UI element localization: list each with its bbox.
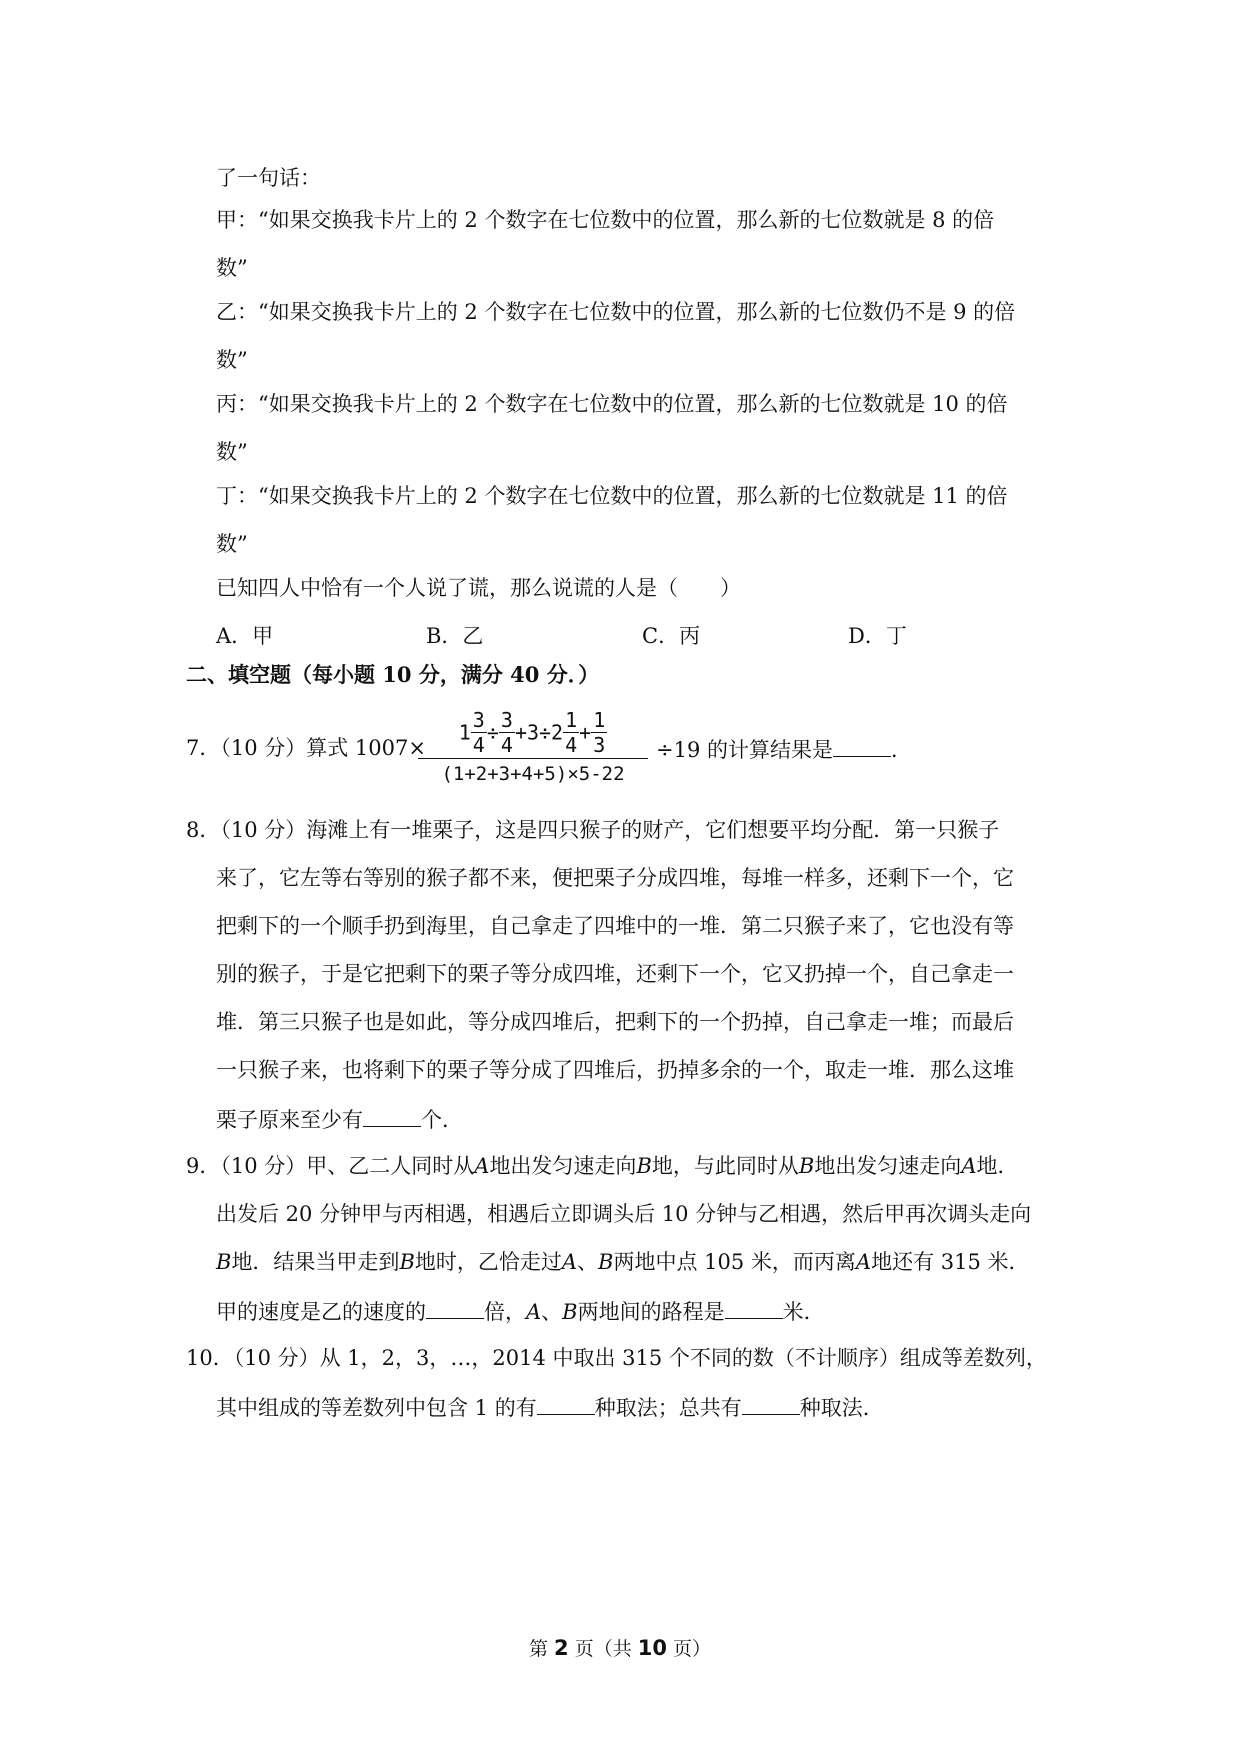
- statement-yi: 乙：“如果交换我卡片上的 2 个数字在七位数中的位置，那么新的七位数仍不是 9 的倍: [216, 300, 1016, 324]
- q7-whole: 1: [458, 720, 471, 745]
- q8-line-1: 8．（10 分）海滩上有一堆栗子，这是四只猴子的财产，它们想要平均分配．第一只猴子: [186, 818, 1000, 842]
- q8-line-6: 一只猴子来，也将剩下的栗子等分成了四堆后，扔掉多余的一个，取走一堆．那么这堆: [216, 1058, 1014, 1082]
- statement-yi-cont: 数”: [216, 348, 248, 372]
- q10-answer-blank-2[interactable]: [742, 1396, 800, 1415]
- q7-answer-blank[interactable]: [833, 738, 891, 757]
- total-pages: 10: [637, 1636, 667, 1660]
- question-7: [186, 708, 1086, 788]
- problem-6-text-end: 了一句话：: [216, 166, 321, 190]
- q8-line-5: 堆．第三只猴子也是如此，等分成四堆后，把剩下的一个扔掉，自己拿走一堆；而最后: [216, 1010, 1014, 1034]
- q7-op1: ÷: [486, 720, 499, 745]
- q7-suffix: ÷19 的计算结果是 ．: [656, 738, 912, 762]
- q9-line-2: 出发后 20 分钟甲与丙相遇，相遇后立即调头后 10 分钟与乙相遇，然后甲再次调头走向: [216, 1202, 1032, 1226]
- page-number: 2: [554, 1636, 569, 1660]
- q7-big-fraction: [418, 708, 648, 785]
- q9-line-4: 甲的速度是乙的速度的 倍，A、B两地间的路程是 米．: [216, 1300, 825, 1324]
- q10-line-1: 10．（10 分）从 1，2，3，…，2014 中取出 315 个不同的数（不计顺序）组成等差数列，: [186, 1346, 1047, 1370]
- q8-line-3: 把剩下的一个顺手扔到海里，自己拿走了四堆中的一堆．第二只猴子来了，它也没有等: [216, 914, 1014, 938]
- q10-answer-blank-1[interactable]: [537, 1396, 595, 1415]
- q9-answer-blank-2[interactable]: [725, 1300, 783, 1319]
- q7-frac-2: $\frac{3}{4}$: [500, 708, 513, 757]
- statement-ding: 丁：“如果交换我卡片上的 2 个数字在七位数中的位置，那么新的七位数就是 11 的倍: [216, 484, 1008, 508]
- q7-frac-3: $\frac{1}{4}$: [565, 708, 578, 757]
- option-a: A．甲: [216, 624, 274, 648]
- q7-op2: +3÷2: [514, 720, 564, 745]
- q9-line-3: B地．结果当甲走到B地时，乙恰走过A、B两地中点 105 米，而丙离A地还有 315 米．: [216, 1250, 1030, 1274]
- q7-frac-4: $\frac{1}{3}$: [593, 708, 606, 757]
- q8-line-2: 来了，它左等右等别的猴子都不来，便把栗子分成四堆，每堆一样多，还剩下一个，它: [216, 866, 1014, 890]
- q8-line-4: 别的猴子，于是它把剩下的栗子等分成四堆，还剩下一个，它又扔掉一个，自己拿走一: [216, 962, 1014, 986]
- question-6: 已知四人中恰有一个人说了谎，那么说谎的人是（ ）: [216, 576, 741, 600]
- q8-line-7: 栗子原来至少有 个．: [216, 1108, 463, 1132]
- option-c: C．丙: [642, 624, 701, 648]
- statement-bing: 丙：“如果交换我卡片上的 2 个数字在七位数中的位置，那么新的七位数就是 10 的倍: [216, 392, 1008, 416]
- page-footer: 第 2 页（共 10 页）: [528, 1636, 712, 1660]
- q9-answer-blank-1[interactable]: [426, 1300, 484, 1319]
- q8-answer-blank[interactable]: [363, 1108, 421, 1127]
- q7-denominator: (1+2+3+4+5)×5-22: [418, 758, 648, 785]
- q7-prefix: 7．（10 分）算式 1007×: [186, 736, 426, 760]
- q7-frac-1: $\frac{3}{4}$: [472, 708, 485, 757]
- q7-numerator: [418, 708, 648, 758]
- statement-jia-cont: 数”: [216, 256, 248, 280]
- statement-jia: 甲：“如果交换我卡片上的 2 个数字在七位数中的位置，那么新的七位数就是 8 的倍: [216, 208, 995, 232]
- section-title: 二、填空题（每小题 10 分，满分 40 分．）: [186, 662, 600, 687]
- statement-ding-cont: 数”: [216, 532, 248, 556]
- q7-op3: +: [579, 720, 592, 745]
- q9-line-1: 9．（10 分）甲、乙二人同时从A地出发匀速走向B地，与此同时从B地出发匀速走向A地．: [186, 1154, 1019, 1178]
- option-d: D．丁: [848, 624, 907, 648]
- option-b: B．乙: [426, 624, 484, 648]
- statement-bing-cont: 数”: [216, 440, 248, 464]
- q10-line-2: 其中组成的等差数列中包含 1 的有 种取法；总共有 种取法．: [216, 1396, 884, 1420]
